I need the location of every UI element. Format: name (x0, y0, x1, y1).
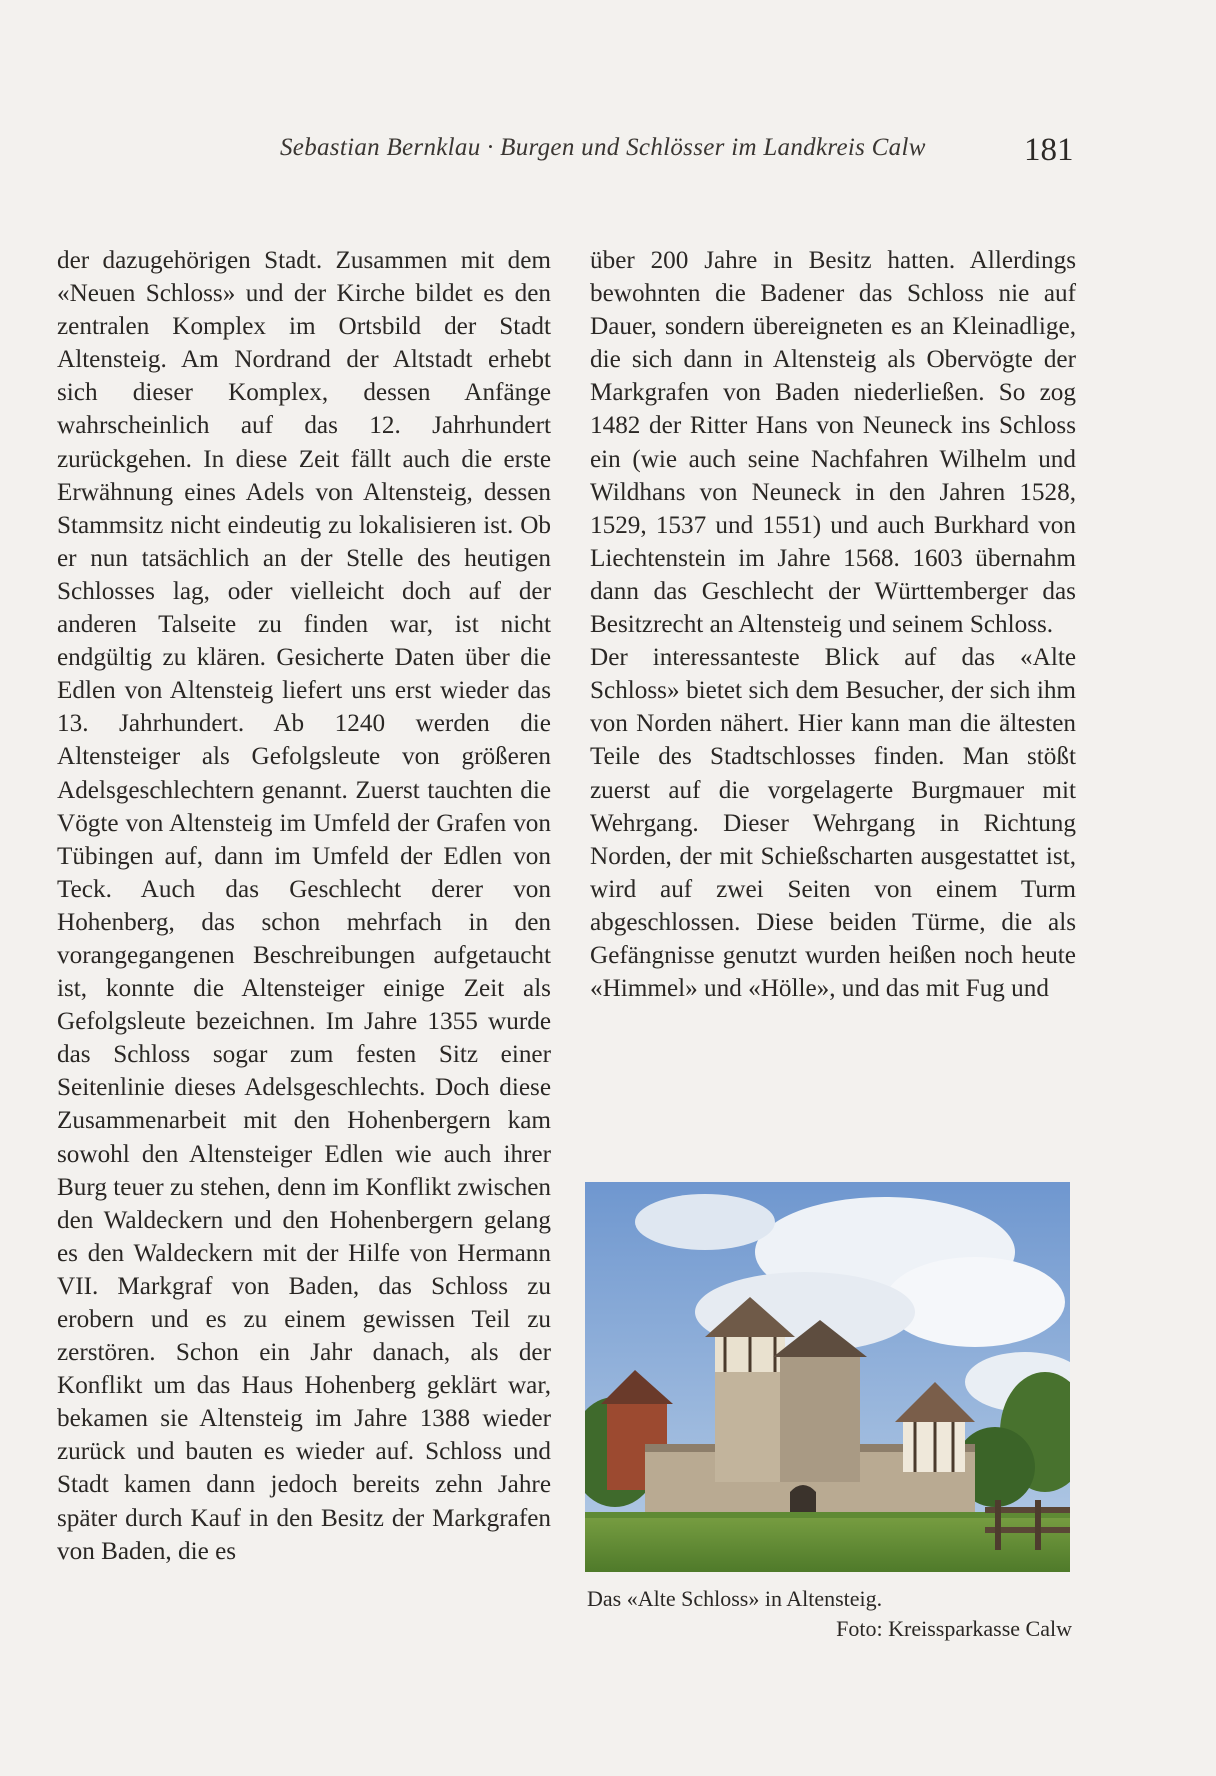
running-title: Sebastian Bernklau · Burgen und Schlösser im Landkreis Calw (280, 134, 926, 161)
right-column (590, 244, 1076, 1005)
right-column-paragraph-2: Der interessanteste Blick auf das «Alte Schloss» bietet sich dem Besucher, der sich ihm von Norden nähert. Hier kann man die ältesten Teile des Stadtschlosses finden. Man stößt zuerst auf die vorgelagerte Burgmauer mit Wehrgang. Dieser Wehrgang in Richtung Norden, der mit Schießscharten ausgestattet ist, wird auf zwei Seiten von einem Turm abgeschlossen. Diese beiden Türme, die als Gefängnisse genutzt wurden heißen noch heute «Himmel» und «Hölle», und das mit Fug und (590, 644, 1076, 1003)
castle-photo (585, 1182, 1070, 1572)
figure-caption (587, 1584, 1072, 1644)
left-column (57, 244, 551, 1568)
right-column-paragraph-1: über 200 Jahre in Besitz hatten. Allerdings bewohnten die Badener das Schloss nie auf Dauer, sondern übereigneten es an Kleinadlige, die sich dann in Altensteig als Obervögte der Markgrafen von Baden niederließen. So zog 1482 der Ritter Hans von Neuneck ins Schloss ein (wie auch seine Nachfahren Wilhelm und Wildhans von Neuneck in den Jahren 1528, 1529, 1537 und 1551) und auch Burkhard von Liechtenstein im Jahre 1568. 1603 übernahm dann das Geschlecht der Württemberger das Besitzrecht an Altensteig und seinem Schloss. (590, 247, 1076, 639)
photo-credit: Foto: Kreissparkasse Calw (836, 1616, 1072, 1641)
caption-text: Das «Alte Schloss» in Altensteig. (587, 1586, 883, 1611)
page-number: 181 (1024, 132, 1074, 168)
left-column-text: der dazugehörigen Stadt. Zusammen mit dem «Neuen Schloss» und der Kirche bildet es den zentralen Komplex im Ortsbild der Stadt Altensteig. Am Nordrand der Altstadt erhebt sich dieser Komplex, dessen Anfänge wahrscheinlich auf das 12. Jahrhundert zurückgehen. In diese Zeit fällt auch die erste Erwähnung eines Adels von Altensteig, dessen Stammsitz nicht eindeutig zu lokalisieren ist. Ob er nun tatsächlich an der Stelle des heutigen Schlosses lag, oder vielleicht doch auf der anderen Talseite zu finden war, ist nicht endgültig zu klären. Gesicherte Daten über die Edlen von Altensteig liefert uns erst wieder das 13. Jahrhundert. Ab 1240 werden die Altensteiger als Gefolgsleute von größeren Adelsgeschlechtern genannt. Zuerst tauchten die Vögte von Altensteig im Umfeld der Grafen von Tübingen auf, dann im Umfeld der Edlen von Teck. Auch das Geschlecht derer von Hohenberg, das schon mehrfach in den vorangegangenen Beschreibungen aufgetaucht ist, konnte die Altensteiger einige Zeit als Gefolgsleute bezeichnen. Im Jahre 1355 wurde das Schloss sogar zum festen Sitz einer Seitenlinie dieses Adelsgeschlechts. Doch diese Zusammenarbeit mit den Hohenbergern kam sowohl den Altensteiger Edlen wie auch ihrer Burg teuer zu stehen, denn im Konflikt zwischen den Waldeckern und den Hohenbergern gelang es den Waldeckern mit der Hilfe von Hermann VII. Markgraf von Baden, das Schloss zu erobern und es zu einem gewissen Teil zu zerstören. Schon ein Jahr danach, als der Konflikt um das Haus Hohenberg geklärt war, bekamen sie Altensteig im Jahre 1388 wieder zurück und bauten es wieder auf. Schloss und Stadt kamen dann jedoch bereits zehn Jahre später durch Kauf in den Besitz der Markgrafen von Baden, die es (57, 247, 551, 1565)
